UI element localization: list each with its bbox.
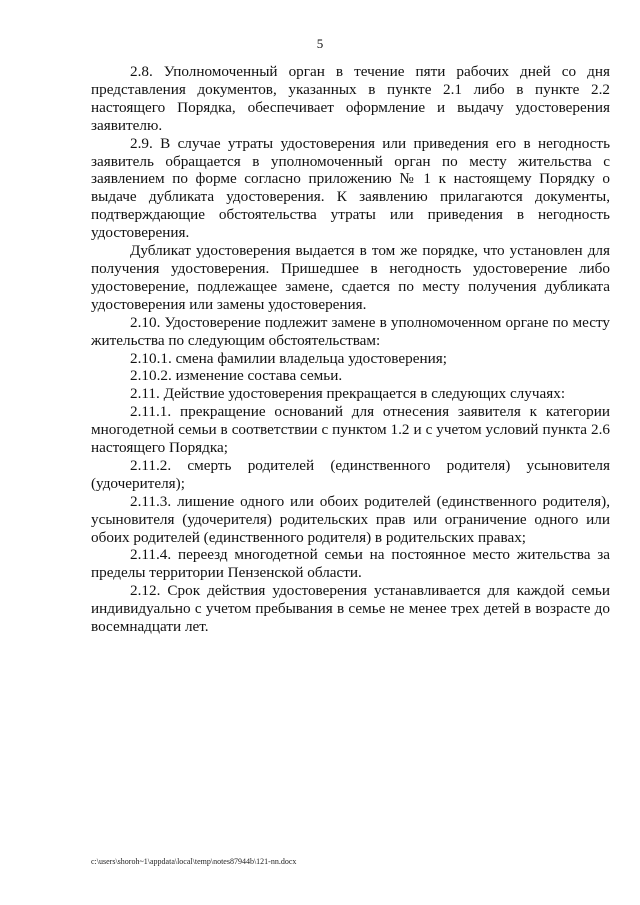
paragraph-2-11-4: 2.11.4. переезд многодетной семьи на постоянное место жительства за пределы территории Пензенской области.: [91, 546, 610, 582]
paragraph-2-8: 2.8. Уполномоченный орган в течение пяти рабочих дней со дня представления документов, указанных в пункте 2.1 либо в пункте 2.2 настоящего Порядка, обеспечивает оформление и выдачу удостоверения заявителю.: [91, 63, 610, 134]
paragraph-2-11-3: 2.11.3. лишение одного или обоих родителей (единственного родителя), усыновителя (удочерителя) родительских прав или ограничение одного или обоих родителей (единственного родителя) в родительских правах;: [91, 492, 610, 546]
paragraph-2-11-1: 2.11.1. прекращение оснований для отнесения заявителя к категории многодетной семьи в соответствии с пунктом 1.2 и с учетом условий пункта 2.6 настоящего Порядка;: [91, 403, 610, 457]
page-number: 5: [316, 36, 324, 51]
paragraph-2-10-1: 2.10.1. смена фамилии владельца удостоверения;: [130, 349, 447, 367]
paragraph-2-10: 2.10. Удостоверение подлежит замене в уполномоченном органе по месту жительства по следующим обстоятельствам:: [91, 313, 610, 349]
paragraph-duplicate: Дубликат удостоверения выдается в том же порядке, что установлен для получения удостоверения. Пришедшее в негодность удостоверение либо удостоверение, подлежащее замене, сдается по месту получения дубликата удостоверения или замены удостоверения.: [91, 242, 610, 313]
footer-file-path: c:\users\shoroh~1\appdata\local\temp\notes87944b\121-nn.docx: [91, 857, 297, 866]
paragraph-2-9: 2.9. В случае утраты удостоверения или приведения его в негодность заявитель обращается в уполномоченный орган по месту жительства с заявлением по форме согласно приложению № 1 к настоящему Порядку о выдаче дубликата удостоверения. К заявлению прилагаются документы, подтверждающие обстоятельства утраты или приведения в негодность удостоверения.: [91, 134, 610, 242]
paragraph-2-11-2: 2.11.2. смерть родителей (единственного родителя) усыновителя (удочерителя);: [91, 456, 610, 492]
paragraph-2-10-2: 2.10.2. изменение состава семьи.: [130, 367, 343, 385]
paragraph-2-11: 2.11. Действие удостоверения прекращается в следующих случаях:: [130, 385, 566, 403]
paragraph-2-12: 2.12. Срок действия удостоверения устанавливается для каждой семьи индивидуально с учетом пребывания в семье не менее трех детей в возрасте до восемнадцати лет.: [91, 582, 610, 636]
document-body: [91, 63, 610, 636]
